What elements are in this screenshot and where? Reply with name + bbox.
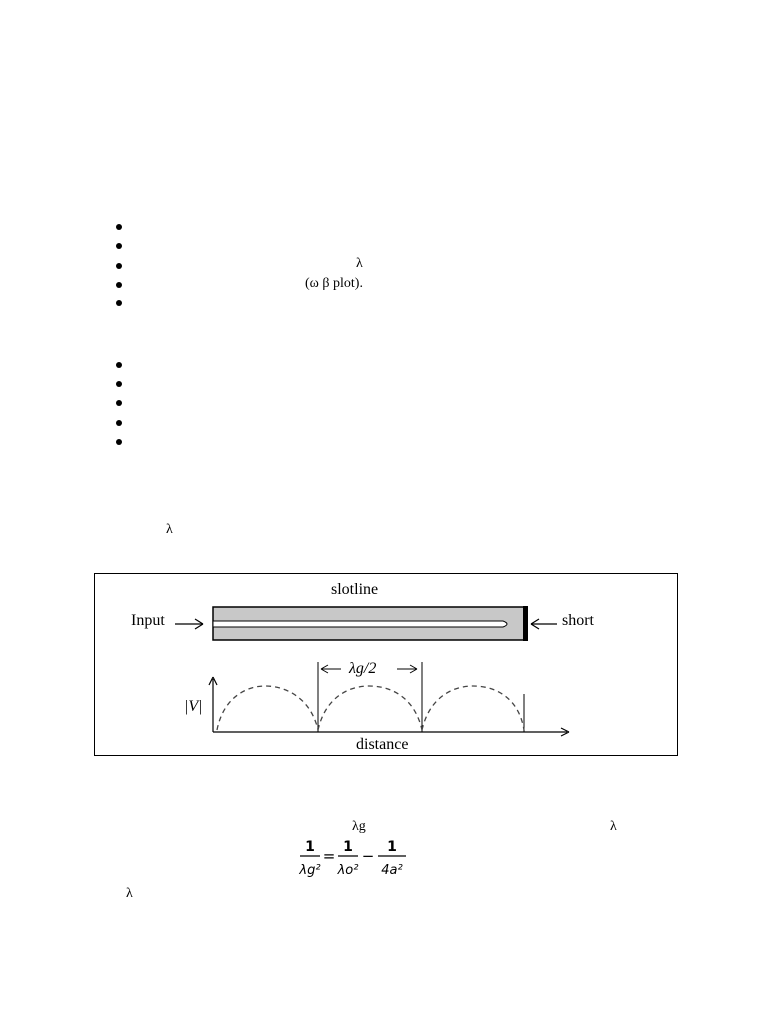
lambda-right-text: λ — [610, 819, 617, 834]
bullet-2-5 — [116, 439, 122, 445]
bullet-1-4 — [116, 282, 122, 288]
short-label: short — [562, 612, 594, 629]
bullet-1-4-omega-beta-text: (ω β plot). — [305, 276, 363, 291]
formula-svg — [298, 836, 410, 880]
bullet-2-4 — [116, 420, 122, 426]
formula-rhs2-numerator: 1 — [387, 839, 397, 855]
guide-wavelength-formula — [298, 836, 410, 880]
lambda-g-text: λg — [352, 819, 366, 834]
bullet-1-2 — [116, 243, 122, 249]
lambda-bottom-text: λ — [126, 886, 133, 901]
y-axis-label: |V| — [184, 698, 203, 715]
slotline-figure — [94, 573, 678, 756]
short-bar — [523, 606, 528, 641]
bullet-2-3 — [116, 400, 122, 406]
lambda-intro-text: λ — [166, 522, 173, 537]
slotline-diagram — [95, 574, 677, 755]
bullet-1-3-lambda: λ — [356, 256, 363, 271]
standing-wave-lobe-3 — [422, 686, 524, 730]
formula-rhs2-denominator: 4a² — [381, 863, 403, 878]
x-axis-label: distance — [356, 736, 409, 753]
formula-lhs-numerator: 1 — [305, 839, 315, 855]
formula-rhs1-denominator: λo² — [337, 863, 359, 878]
formula-rhs1-numerator: 1 — [343, 839, 353, 855]
bullet-1-1 — [116, 224, 122, 230]
figure-title: slotline — [331, 581, 379, 598]
formula-equals: = — [322, 847, 336, 865]
half-wavelength-label: λg/2 — [349, 660, 377, 677]
standing-wave-lobe-2 — [318, 686, 422, 730]
bullet-2-1 — [116, 362, 122, 368]
bullet-2-2 — [116, 381, 122, 387]
input-label: Input — [131, 612, 165, 629]
bullet-1-5 — [116, 300, 122, 306]
formula-lhs-denominator: λg² — [299, 863, 321, 878]
slot-channel — [213, 621, 507, 627]
standing-wave-lobe-1 — [217, 686, 318, 730]
bullet-1-3 — [116, 263, 122, 269]
formula-minus: − — [361, 847, 375, 865]
